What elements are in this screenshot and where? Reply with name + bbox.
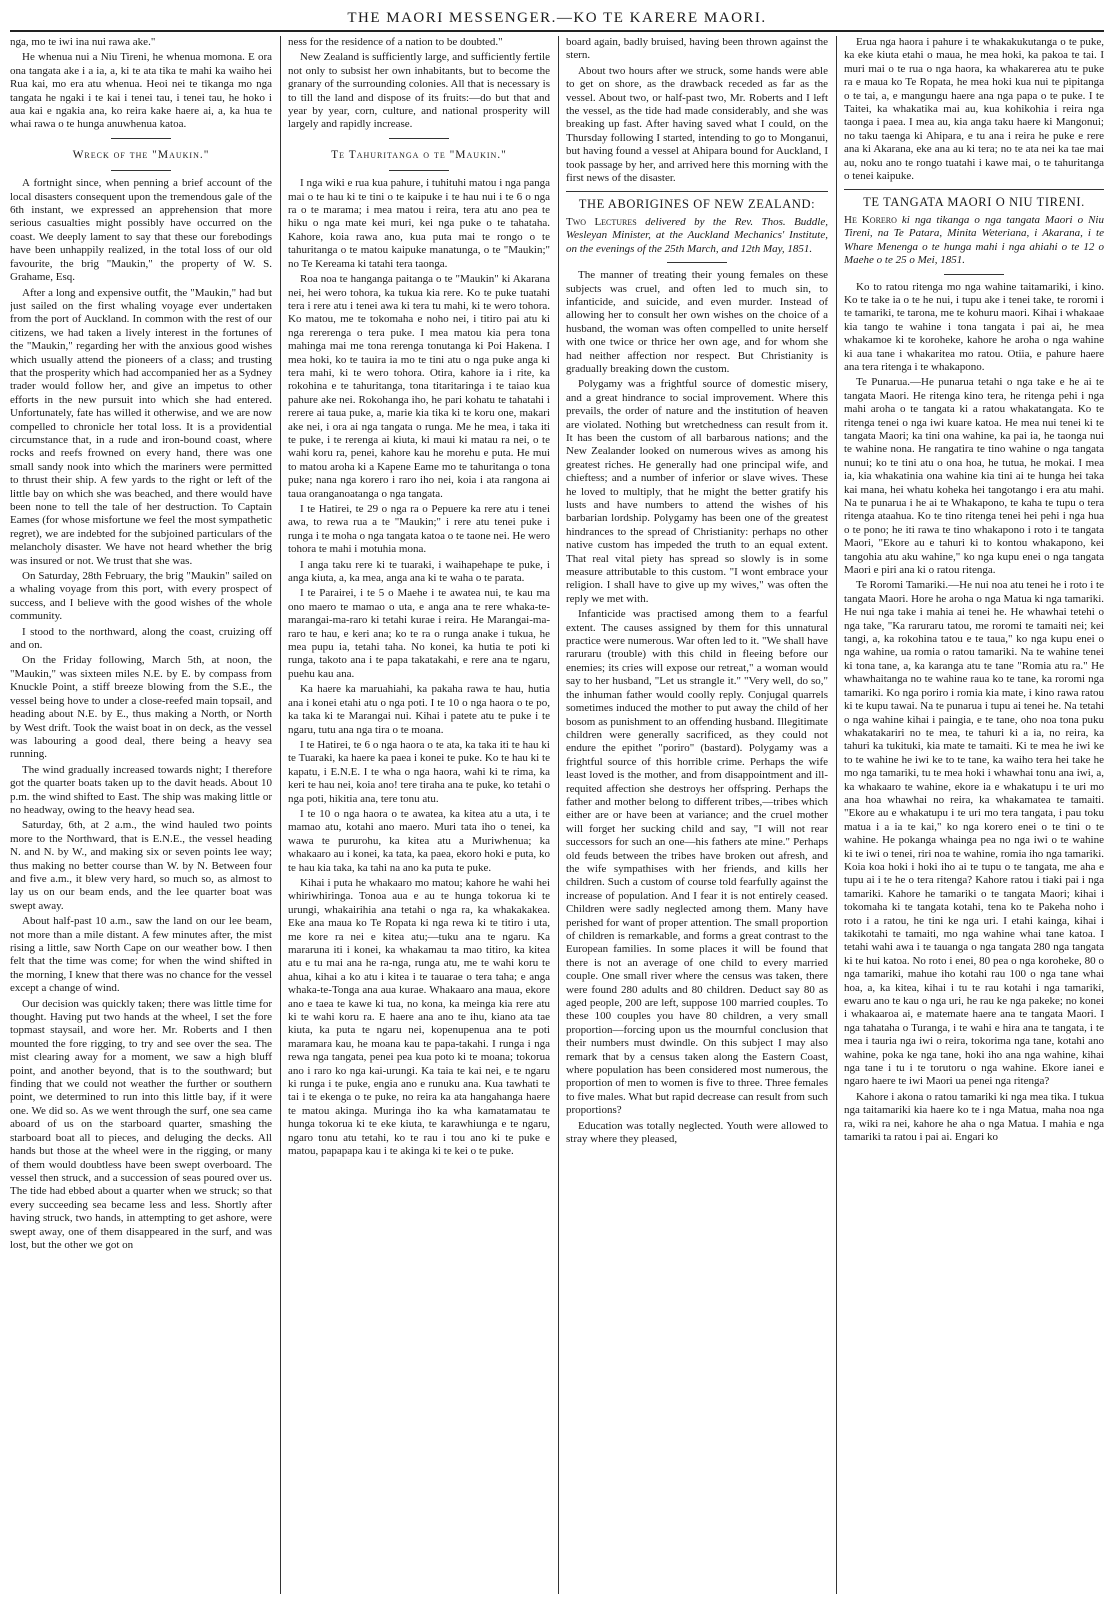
col3-subheading-lectures: Two Lectures [566,215,637,228]
col1-para: About half-past 10 a.m., saw the land on our lee beam, not more than a mile distant. A few minutes after, the mist rising a little, saw North Cape on our weather bow. I then felt that the time was come; for when the wind shifted in the morning, I knew that there was no chance for the vessel except a change of wind. [10,915,272,995]
col2-para: Roa noa te hanganga paitanga o te "Maukin" ki Akarana nei, hei wero tohora, ka tukua kia rere. Ko te puke tuatahi tera i rere atu i tenei awa ki tera tu mahi, ki te wero tohora. Ko matou, me te tokomaha e noho nei, i titiro pai atu ki nga rererenga o tera puke. I mea matou kia pera tona mahinga mai me tona rerenga tonutanga ki Poi Hakena. I mea hoki, ko te tauira ia mo te tini atu o nga puke anga ki tera mahi, ki te wero tohora. Otira, kahore ia i rite, ka rokohina e te tahuritanga, tona titaritaringa i te taiao kua pahure ake nei. Rokohanga iho, he pari kohatu te tahatahi i rerere ai taua puke, a, marie kia tika ki te koru one, makari ake nei, i ora ai nga tangata o runga. Me he mea, i taka iti te puke, i te rerenga ai kiuta, ki maui ki matau ra nei, o te wahi koru ra, penei, kahore kau he morehu e puta. He mui to matou aroha ki a Kapene Eame mo te tahuritanga o tona puke; nana nga korero i raro iho nei, koia i ata rangona ai taua oranganoatanga o nga tangata. [288,273,550,500]
masthead: THE MAORI MESSENGER.—KO TE KARERE MAORI. [10,6,1104,32]
col2-para: I anga taku rere ki te tuaraki, i waihapehape te puke, i anga kiuta, a, ka mea, anga ana ki te waha o te parata. [288,558,550,585]
col2-para: I te Parairei, i te 5 o Maehe i te awatea nui, te kau ma ono maero te mamao o uta, e anga ana te rere whaka-te-marangai-ma-raro ki tetahi kurae i reira. He Marangai-ma-raro te hau, e keri ana; ko te ra o runga anake i tukua, he mea pupu ia, tetahi taha. No konei, ka hutia te poti ki runga, takoto ana i te papa takatakahi, e rere ana te ngaru, puehu kau ana. [288,587,550,680]
col2-para: I nga wiki e rua kua pahure, i tuhituhi matou i nga panga mai o te hau ki te tini o te kaipuke i te hau nui i te 6 o nga ra o te marama; i mea matou i reira, tera atu ano pea te hiku o nga mate kei muri, kei nga puke o te tahataha. Kahore, koia rawa ano, kua puta mai te rongo o te tahuritanga o te matou kaipuke manatunga, o te "Maukin;" no Te Kereama ki tatahi tera taonga. [288,177,550,270]
col3-heading: THE ABORIGINES OF NEW ZEALAND: [578,197,816,212]
col1-para: On Saturday, 28th February, the brig "Maukin" sailed on a whaling voyage from this port, with every prospect of success, and I believe with the good wishes of the whole community. [10,570,272,623]
column-4 [844,36,1104,1594]
newspaper-page [10,6,1104,1596]
col2-para: I te 10 o nga haora o te awatea, ka kitea atu a uta, i te mamao atu, kotahi ano maero. Muri tata iho o tenei, ka wawa te pururohu, ka kitea atu a Muriwhenua; ka whakaaro au i konei, ka tata, ka paea, ekoro hoki e puta, ko te hau kia taka, ka tahi na ano ka puta te puke. [288,807,550,874]
column-rule [836,36,837,1594]
col1-para: Saturday, 6th, at 2 a.m., the wind hauled two points more to the Northward, that is E.N.E., the vessel heading N. and N. by W., and making six or seven points lee way; thus making no better course than W. by N. Between four and five a.m., it blew very hard, so much so, as almost to lay us on our beam ends, and the lee quarter boat was swept away. [10,819,272,912]
columns [10,36,1104,1596]
column-2 [288,36,550,1594]
col3-intro-1: About two hours after we struck, some hands were able to get on shore, as the drawback receded as far as the vessel. About two, or half-past two, Mr. Roberts and I left the vessel, as the tide had made considerably, and she was breaking up fast. After having saved what I could, on the Thursday following I started, intending to go to Monganui, but having found a vessel at Ahipara bound for Auckland, I took passage by her, and arrived here this morning with the first news of the disaster. [566,64,828,185]
column-1 [10,36,272,1594]
col4-para: Te Roromi Tamariki.—He nui noa atu tenei he i roto i te tangata Maori. Hore he aroha o nga Matua ki nga tamariki. He nui nga take i mahia ai tenei he. He whawhai tetehi o nga take, "Ka raruraru tatou, me roromi te tamaiti nei; kei tangi, a, ka rokohina tatou e te taua," ko nga kupu enei o nga wahine, ua romia o ratou tamariki. Na te wahine tenei ki tona tane, a, ka karanga atu te tane "Romia atu ra." He whawhaitanga no te wahine raua ko te tane, ka roromi nga tamariki. Ko nga poriro i romia kia mate, i kino rawa ratou ki te kupu tawai. Na te punarua i tupu ai tenei he. Na tetahi o nga wahine kihai i paingia, e te tane, oho noa tona puku whakatakariri no te mea, te tahuri ki a ia, no reira, ka tahuri ka tukituki, kia mate te tamaiti. Ki te mea he iwi ke to te wahine he iwi ke to te tane, ka waiho tera hei take he mo nga tamariki, tu te mea hoki i whawhai tonu ana iwi, a, ka whakaaro te wahine, ekore ia e whakatupu i te uri mo ana hoa whawhai no reira, ka whakamatea te tamaiti. "Ekore au e whakatupu i te uri mo tera tangata, i pau toku matua i a ia te kai," ko nga korero enei o te tini o te wahine. He pokanga whainga pea no nga iwi o te wahine ki te iwi o tenei, riri noa te wahine, romia iho nga tamariki. Koia koa hoki i hoki iho ai te tupu o te tangata, me aha e tupu ai i te he o tera ritenga? Kahore ratou i tiaki pai i nga tamariki. Kahore he tamariki o te tangata Maori; kihai i tokomaha ki te tangata kotahi, tena ko te Pakeha noho i roto i a ratou, he tini ke nga uri. I etahi kainga, kihai i takikotahi te tamaiti, mo nga wahine whai tane katoa. I tetahi wahi awa i te tauanga o nga tangata 280 nga tangata ki te hui katoa. No roto i enei, 80 pea o nga koroheke, 80 o nga tamariki, mahue iho kotahi rau 100 o nga tane whai hoa, a, ka kitea, kihai i tu te rau kotahi i nga tamariki, ewaru ano te kau o nga uri, he rau ke nga pakeke; no konei i whakaaroa ai, e matemate haere ana te tangata Maori. I nga tahataha o Turanga, i te wahi e hira ana te tangata, i te mea i tauria nga iwi o reira, tokorima nga tane, kotahi ano wahine, poka ke nga tane, hoki iho ana nga wahine, kihai nga tane i tu i te torutoru o nga wahine. Ekore ianei e ngaro haere te iwi Maori ua penei nga ritenga? [844,579,1104,1088]
col4-para: Kahore i akona o ratou tamariki ki nga mea tika. I tukua nga taitamariki kia haere ko te i nga Matua, maha noa nga ra, wiki ra nei, kahore he aha o nga Matua. I mahia e nga tamariki ta ratou i pai ai. Engari ko [844,1090,1104,1144]
col3-para: Polygamy was a frightful source of domestic misery, and a great hindrance to social improvement. Where this prevails, the order of nature and the institution of heaven are violated. Nothing but wretchedness can result from it. It has been the custom of all barbarous nations; and the New Zealander looked on numerous wives as among his greatest riches. He generally had one principal wife, and chieftess; and a number of inferior or slave wives. These he loved to multiply, that he might the better gratify his lusts and have numbers to attend the wishes of his barbarian lordship. Polygamy has been one of the greatest hindrances to the spread of Christianity: perhaps no other native custom has impeded the truth to an equal extent. That real vital piety has spread so slowly is in some measure attributable to this custom. "I wont embrace your religion. I shall have to give up my wives," was often the reply we met with. [566,378,828,605]
col2-intro-1: New Zealand is sufficiently large, and sufficiently fertile not only to subsist her own inhabitants, but to become the granary of the surrounding colonies. All that is necessary is to till the land and dispose of its fruits:—do but that and year by year, corn, culture, and national prosperity will largely and rapidly increase. [288,51,550,131]
col1-intro-1: He whenua nui a Niu Tireni, he whenua momona. E ora ona tangata ake i a ia, a, ki te ata tika te mahi ka waiho hei Rua kai, mo era atu whenua. Heoi nei te tikanga mo nga tangata he ngaki i te kai i tenei tau, i tenei tau, he hoko i aua kai e ngakia ana, ko reira kake haere ai, a, ka hua te whai rawa o te hunga anuwhenua katoa. [10,51,272,131]
col2-para: I te Hatirei, te 29 o nga ra o Pepuere ka rere atu i tenei awa, to rewa rua a te "Maukin;" i rere atu tenei puke i runga i te moha o nga tangata katoa o te taone nei. He wero tohora te mahi i motuhia mona. [288,503,550,556]
column-3 [566,36,828,1594]
col1-para: On the Friday following, March 5th, at noon, the "Maukin," was sixteen miles N.E. by E. by compass from Knuckle Point, a stiff breeze blowing from the S.E., the vessel being hove to under a close-reefed main topsail, and heading about N.E. by E., thus making a North, or North by West drift. Took the waist boat in on deck, as the vessel was labouring a good deal, there being a heavy sea running. [10,654,272,761]
divider [944,274,1004,275]
col2-heading: Te Tahuritanga o te "Maukin." [331,148,507,161]
col4-subheading [844,214,1104,268]
col4-intro-0: Erua nga haora i pahure i te whakakukutanga o te puke, ka eke kiuta etahi o maua, he mea hoki, ka pakoa te tai. I muri mai o te rua o nga haora, ka whakarerea atu te puke ra e maua ko Te Ropata, he mea hoki kua nui te pipitanga o te tai, a, e mangungu haere ana nga papa o te puke. I te Taitei, ka whakatika mai au, kua kohikohia i reira nga taonga i paea. I mea au, kia anga taku haere ki Mangonui; no taku taenga ki Ahipara, e tu ana i reira he puke e rere ana ki Akarana, eke ana au ki tera; no te ata nei ka tae mai au, noku ano te rongo tuatahi i kawe mai, o te tahuritanga o tenei kaipuke. [844,36,1104,183]
col4-heading: TE TANGATA MAORI O NIU TIRENI. [863,195,1085,210]
col2-para: I te Hatirei, te 6 o nga haora o te ata, ka taka iti te hau ki te Tuaraki, ka haere ka paea i konei te puke. Ko te hau ki te kapatu, i E.N.E. I te wha o nga haora, wahi ki te rima, ka keri te hau nei, koia ano! tere tiraha ana te puke, ko tetahi o nga poti, hikitia ana, tere tonu atu. [288,738,550,805]
col3-para: Infanticide was practised among them to a fearful extent. The causes assigned by them for this unnatural practice were numerous. War often led to it. "We shall have raruraru (trouble) with this child in fleeing before our enemies; its cries will expose our retreat," a woman would say to her husband, "Let us strangle it." "Very well, do so," the inhuman father would coolly reply. Conjugal quarrels sometimes induced the mother to put away the child of her bosom as punishment to an offending husband. Illegitimate children were generally sacrificed, as they could not endure the epithet "poriro" (bastard). Polygamy was a frightful source of this horrible crime. Perhaps the wife least loved is the mother, and from disappointment and ill-requited affection she destroys her offspring. Perhaps the father and mother belong to different tribes,—tribes which either are or have been at variance; and the cruel mother will forget her sucking child and say, "I will not rear successors for such an one—his fathers ate mine." Perhaps old feuds between the tribes have broken out afresh, and the wife sympathises with her friends, and kills her children. Such a custom of course told fearfully against the increase of population. And I fear it is not entirely ceased. Children were sadly neglected among them. Many have perished for want of proper attention. The small proportion of children is remarkable, and forms a great contrast to the European families. In some places it will be found that there is not an average of one child to every married couple. One small river where the census was taken, there were found 280 adults and 80 children. Deduct say 80 as aged people, 200 are left, suppose 100 married couples. To these 100 couples you have 80 children, a very small proportion—forcing upon us the mournful conclusion that their numbers must dwindle. On this subject I may also remark that by a census taken along the Eastern Coast, where population has been considered most numerous, the proportion of men to women is five to three. Three females to five males. What but rapid decrease can result from such proportions? [566,608,828,1117]
column-rule [280,36,281,1594]
col3-subheading [566,216,828,256]
col1-heading: Wreck of the "Maukin." [72,148,210,161]
col2-para: Kihai i puta he whakaaro mo matou; kahore he wahi hei whiriwhiringa. Tonoa aua e au te hunga tokorua ki te urungi, whakairihia ana tetahi o nga ra, ka whakakakea. Eke ana maua ko Te Ropata ki nga rewa ki te titiro i uta, me kore ra nei e kitea atu;—tuku ana te ngaru. Ka mararuna iti i konei, ka whakamau ta mao titiro, ka kitea atu e tu mai ana he ra-nga, runga atu, me te wahi koru te ahua, kihai a ko atu i kitea i te tauarae o tera taha; e anga whaka-te-Tonga ana aua kurae. Whakaaro ana maua, ekore ano e taea te kawe ki tua, no kona, ka meinga kia rere atu ki te wahi koru ra. E haere ana ano te ihu, kiano ata tae kiuta, ka puta te ngaru nei, kopenupenua ana te poti maramara kau, he moana kau te papa-takahi. I runga i nga rewa nga tangata, penei pea kua poto ki te moana; tokorua ano i raro ko nga kai-urungi. Ka taia te kai nei, e te ngaru ki runga i te puke, engia ano e runuku ana. Kua tawhati te tai i te ekenga o te puke, no reira ka ata hangahanga haere te matou akinga. Muringa iho ka wha kamatamatau te hunga tokorua ki te eke kiuta, te karawhiunga e te ngaru, ngaro tonu atu tetahi, ko te rau i tou ano ki te puke e matou, papapapa kau i te akinga ki te kei o te puke. [288,876,550,1158]
col1-para: I stood to the northward, along the coast, cruizing off and on. [10,625,272,652]
col1-para: The wind gradually increased towards night; I therefore got the quarter boats taken up to the davit heads. About 10 p.m. the wind shifted to East. The ship was making little or no headway, owing to the heavy head sea. [10,763,272,816]
divider [111,138,171,139]
col2-para: Ka haere ka maruahiahi, ka pakaha rawa te hau, hutia ana i konei etahi atu o nga poti. I te 10 o nga haora o te po, ka taka ki te Marangai nui. Kihai i patete atu te puke i te ngaru, tutu ana nga tira o te moana. [288,683,550,736]
col3-para: Education was totally neglected. Youth were allowed to stray where they pleased, [566,1119,828,1146]
divider [566,191,828,192]
col1-para: After a long and expensive outfit, the "Maukin," had but just sailed on the first whaling voyage ever undertaken from the port of Auckland. In common with the rest of our citizens, we had taken a lively interest in the fortunes of the "Maukin," regarding her with the anxious good wishes which usually attend the pioneers of a class; and trusting that the prosperity which had accompanied her as a Sydney trader would follow her, and give an impetus to other efforts in the new pursuit into which she had entered. Unfortunately, fate has willed it otherwise, and we are now compelled to chronicle her total loss. It is a providential circumstance that, in a rude and iron-bound coast, where rocks and reefs frowned on every hand, there was one small sandy nook into which the mariners were permitted to thrust their ship. A few yards to the right or left of the little bay on which she was beached, and there would have been none to tell the tale of her destruction. To Captain Eames (for whose misfortune we feel the most sympathetic regret), we are indebted for the subjoined particulars of the melancholy disaster. We have not heard whether the brig was insured or not. We trust that she was. [10,286,272,567]
col3-intro-0: board again, badly bruised, having been thrown against the stern. [566,36,828,62]
col1-para: Our decision was quickly taken; there was little time for thought. Having put two hands at the wheel, I set the fore topmast staysail, and wore her. Mr. Roberts and I then mounted the fore rigging, to try and see over the sea. The mist clearing away for a moment, we saw a high bluff point, and another beyond, that is to the southward; but finding that we could not weather the further or southern point, we determined to run into this little bay, if it were one. We did so. As we went through the surf, one sea came aboard of us on the starboard quarter, smashing the starboard boat all to pieces, and deluging the decks. All hands but those at the wheel were in the rigging, or many of them would doubtless have been swept overboard. The vessel then struck, and a succession of seas poured over us. The tide had ebbed about a quarter when we struck; so that every succeeding sea became less and less. Shortly after having struck, two hands, in attempting to get ashore, were swept away, one of them disappeared in the surf, and was lost, but the other we got on [10,997,272,1251]
col4-para: Ko to ratou ritenga mo nga wahine taitamariki, i kino. Ko te take ia o te he nui, i tupu ake i tenei take, te roromi i te tamariki, te tarona, me te kohuru maori. Kihai i whakaae kia tango te wahine i tona tangata i pai ai, he mea whakamoe ki te koroheke, kahore he aroha o nga wahine ki aua tane i whakaritea mo ratou. Otiia, e pahure haere ana tera ritenga i te whakapono. [844,280,1104,373]
divider [389,170,449,171]
col3-subheading-text: delivered by the Rev. Thos. Buddle, Wesleyan Minister, at the Auckland Mechanics' Institute, on the evenings of the 25th March, and 12th May, 1851. [566,215,828,255]
col1-intro-0: nga, mo te iwi ina nui rawa ake." [10,36,156,48]
divider [111,170,171,171]
col4-subheading-he: He Korero [844,213,897,226]
col2-intro-0: ness for the residence of a nation to be doubted." [288,36,503,48]
col3-para: The manner of treating their young females on these subjects was cruel, and often led to much sin, to infanticide, and suicide, and even murder. Instead of allowing her to consult her own wishes on the choice of a husband, the woman was often compelled to unite herself with one twice or thrice her own age, and for whom she had neither affection nor respect. But Christianity is gradually breaking down the custom. [566,269,828,375]
column-rule [558,36,559,1594]
divider [844,189,1104,190]
divider [389,138,449,139]
col4-para: Te Punarua.—He punarua tetahi o nga take e he ai te tangata Maori. He ritenga kino tera, he ritenga pehi i nga mahi aroha o te tangata ki a ratou whakatangata. Ko te ritenga tenei o nga iwi kuare katoa. He mea nui tenei ki te tangata Maori; ka tini ona wahine, ka pai ia, he taonga nui te wahine nona. He rangatira te tino wahine o nga tangata nunui; ko te tini atu o ona hoa, he tutua, he mokai. I mea ia, kia whakatinia ona wahine kia tini ai te hunga hei taka kai mana, hei whatu koheka hei tangotango i era atu mahi. Na te punarua i he ai te Whakapono, te kaha te tupu o tera ritenga ataahua. Ko te tino ritenga tenei hei pehi i nga hua o te pono; he iti rawa te tino whakapono i roto i te tangata Maori, "Ekore au e tahuri ki to kontou whakapono, kei tangohia atu aku wahine," ko nga kupu enei o nga tangata Maori e piri ana ki o ratou ritenga. [844,376,1104,577]
divider [667,262,727,263]
col1-para: A fortnight since, when penning a brief account of the local disasters consequent upon the tremendous gale of the 6th instant, we expressed an apprehension that more serious casualties might possibly have occurred on the coast. We deeply lament to say that these our forebodings have been unhappily realized, in the total loss of our old favourite, the brig "Maukin," the property of W. S. Grahame, Esq. [10,177,272,284]
col4-subheading-text: ki nga tikanga o nga tangata Maori o Niu Tireni, na Te Patara, Minita Weteriana, i Akarana, i te Whare Menenga o te hunga mahi i nga ahiahi o te 12 o Maehe o te 25 o Mei, 1851. [844,213,1104,267]
